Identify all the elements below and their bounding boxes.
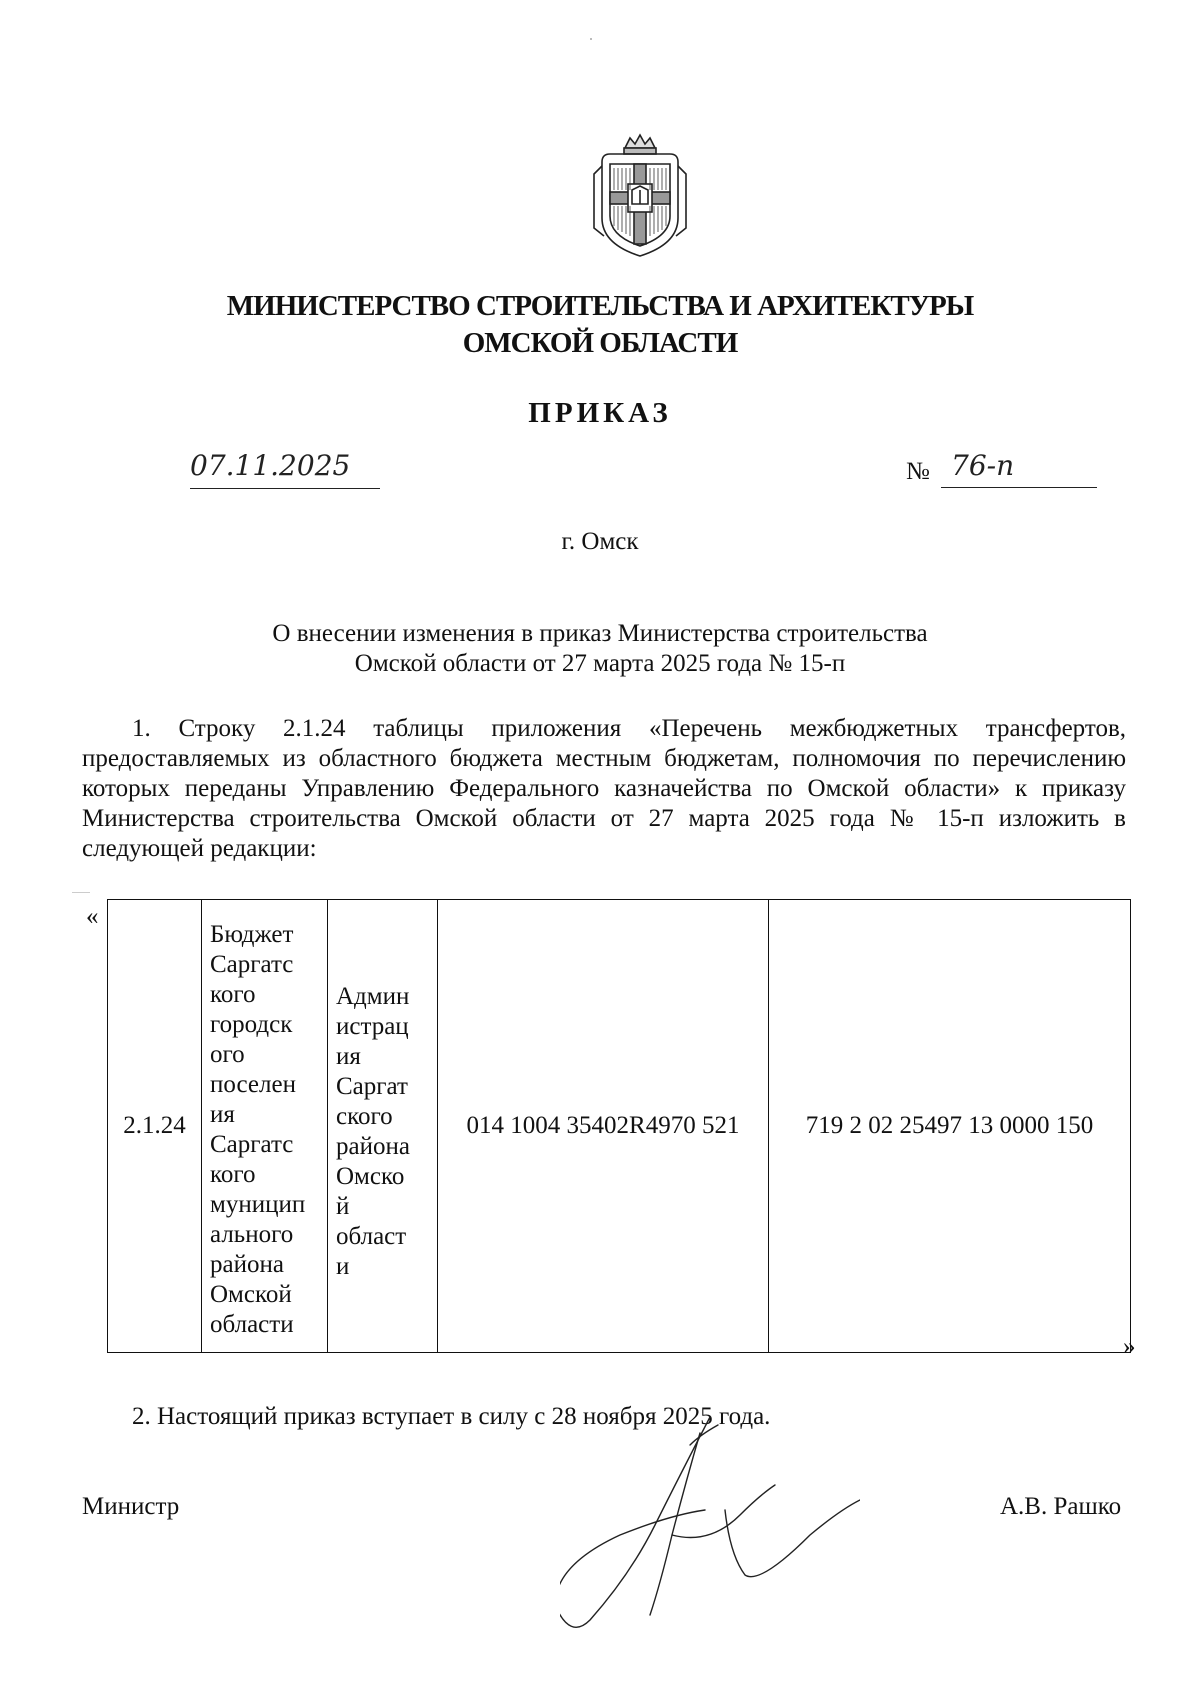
- body-paragraph-2: 2. Настоящий приказ вступает в силу с 28 ноября 2025 года.: [132, 1403, 771, 1430]
- cell-text-line: ия: [336, 1043, 361, 1070]
- quote-open-mark: «: [86, 903, 99, 930]
- cell-text-line: муницип: [210, 1191, 306, 1218]
- omsk-region-coat-of-arms-icon: [590, 132, 690, 260]
- table-row: [108, 900, 1131, 1353]
- cell-text-line: Саргатс: [210, 951, 294, 978]
- cell-text-line: Омской: [210, 1281, 292, 1308]
- quote-close-mark: »: [1123, 1333, 1136, 1360]
- organization-name-line2: ОМСКОЙ ОБЛАСТИ: [462, 327, 738, 359]
- cell-text-line: кого: [210, 981, 256, 1008]
- cell-text-line: городск: [210, 1011, 293, 1038]
- handwritten-signature: [560, 1415, 860, 1640]
- document-number-label: №: [906, 458, 930, 485]
- cell-text-line: ского: [336, 1103, 393, 1130]
- cell-text-line: области: [210, 1311, 294, 1338]
- document-type-heading: ПРИКАЗ: [528, 397, 672, 429]
- cell-text-line: Омско: [336, 1163, 405, 1190]
- cell-text-line: ального: [210, 1221, 294, 1248]
- scan-artifact: [590, 38, 592, 40]
- cell-text-line: Админ: [336, 983, 410, 1010]
- document-date: 07.11.2025: [190, 448, 380, 489]
- administrator-lines: [336, 920, 429, 1282]
- cell-text-line: ого: [210, 1041, 245, 1068]
- cell-text-line: област: [336, 1223, 407, 1250]
- document-city: г. Омск: [561, 528, 639, 555]
- cell-text-line: поселен: [210, 1071, 296, 1098]
- signatory-name: А.В. Рашко: [1000, 1493, 1122, 1520]
- body-paragraph-1-text: 1. Строку 2.1.24 таблицы приложения «Перечень межбюджетных трансфертов, предоставляемых из областного бюджета местным бюджетам, полномочия по перечислению которых переданы Управлению Федерального казначейства по Омской области» к приказу Министерства строительства Омской области от 27 марта 2025 года № 15-п изложить в следующей редакции:: [82, 715, 1126, 862]
- cell-text-line: истрац: [336, 1013, 409, 1040]
- cell-text-line: ия: [210, 1101, 235, 1128]
- organization-name-line1: МИНИСТЕРСТВО СТРОИТЕЛЬСТВА И АРХИТЕКТУРЫ: [226, 290, 974, 322]
- cell-text-line: Саргатс: [210, 1131, 294, 1158]
- transfer-table: [107, 899, 1131, 1353]
- cell-text-line: и: [336, 1253, 350, 1280]
- scan-artifact: [72, 892, 90, 893]
- body-paragraph-1: [82, 714, 1126, 864]
- cell-text-line: Бюджет: [210, 921, 294, 948]
- document-number: 76-п: [941, 448, 1097, 488]
- cell-text-line: района: [336, 1133, 410, 1160]
- subject-line2: Омской области от 27 марта 2025 года № 15-п: [354, 650, 846, 677]
- cell-text-line: района: [210, 1251, 284, 1278]
- cell-budget-name: [202, 900, 328, 1353]
- budget-name-lines: [210, 920, 319, 1340]
- cell-expense-code: 014 1004 35402R4970 521: [438, 900, 769, 1353]
- cell-income-code: 719 2 02 25497 13 0000 150: [769, 900, 1131, 1353]
- cell-text-line: Саргат: [336, 1073, 408, 1100]
- cell-row-number: 2.1.24: [108, 900, 202, 1353]
- signatory-position: Министр: [82, 1493, 180, 1520]
- cell-text-line: й: [336, 1193, 350, 1220]
- cell-administrator: [328, 900, 438, 1353]
- subject-line1: О внесении изменения в приказ Министерства строительства: [272, 620, 928, 647]
- cell-text-line: кого: [210, 1161, 256, 1188]
